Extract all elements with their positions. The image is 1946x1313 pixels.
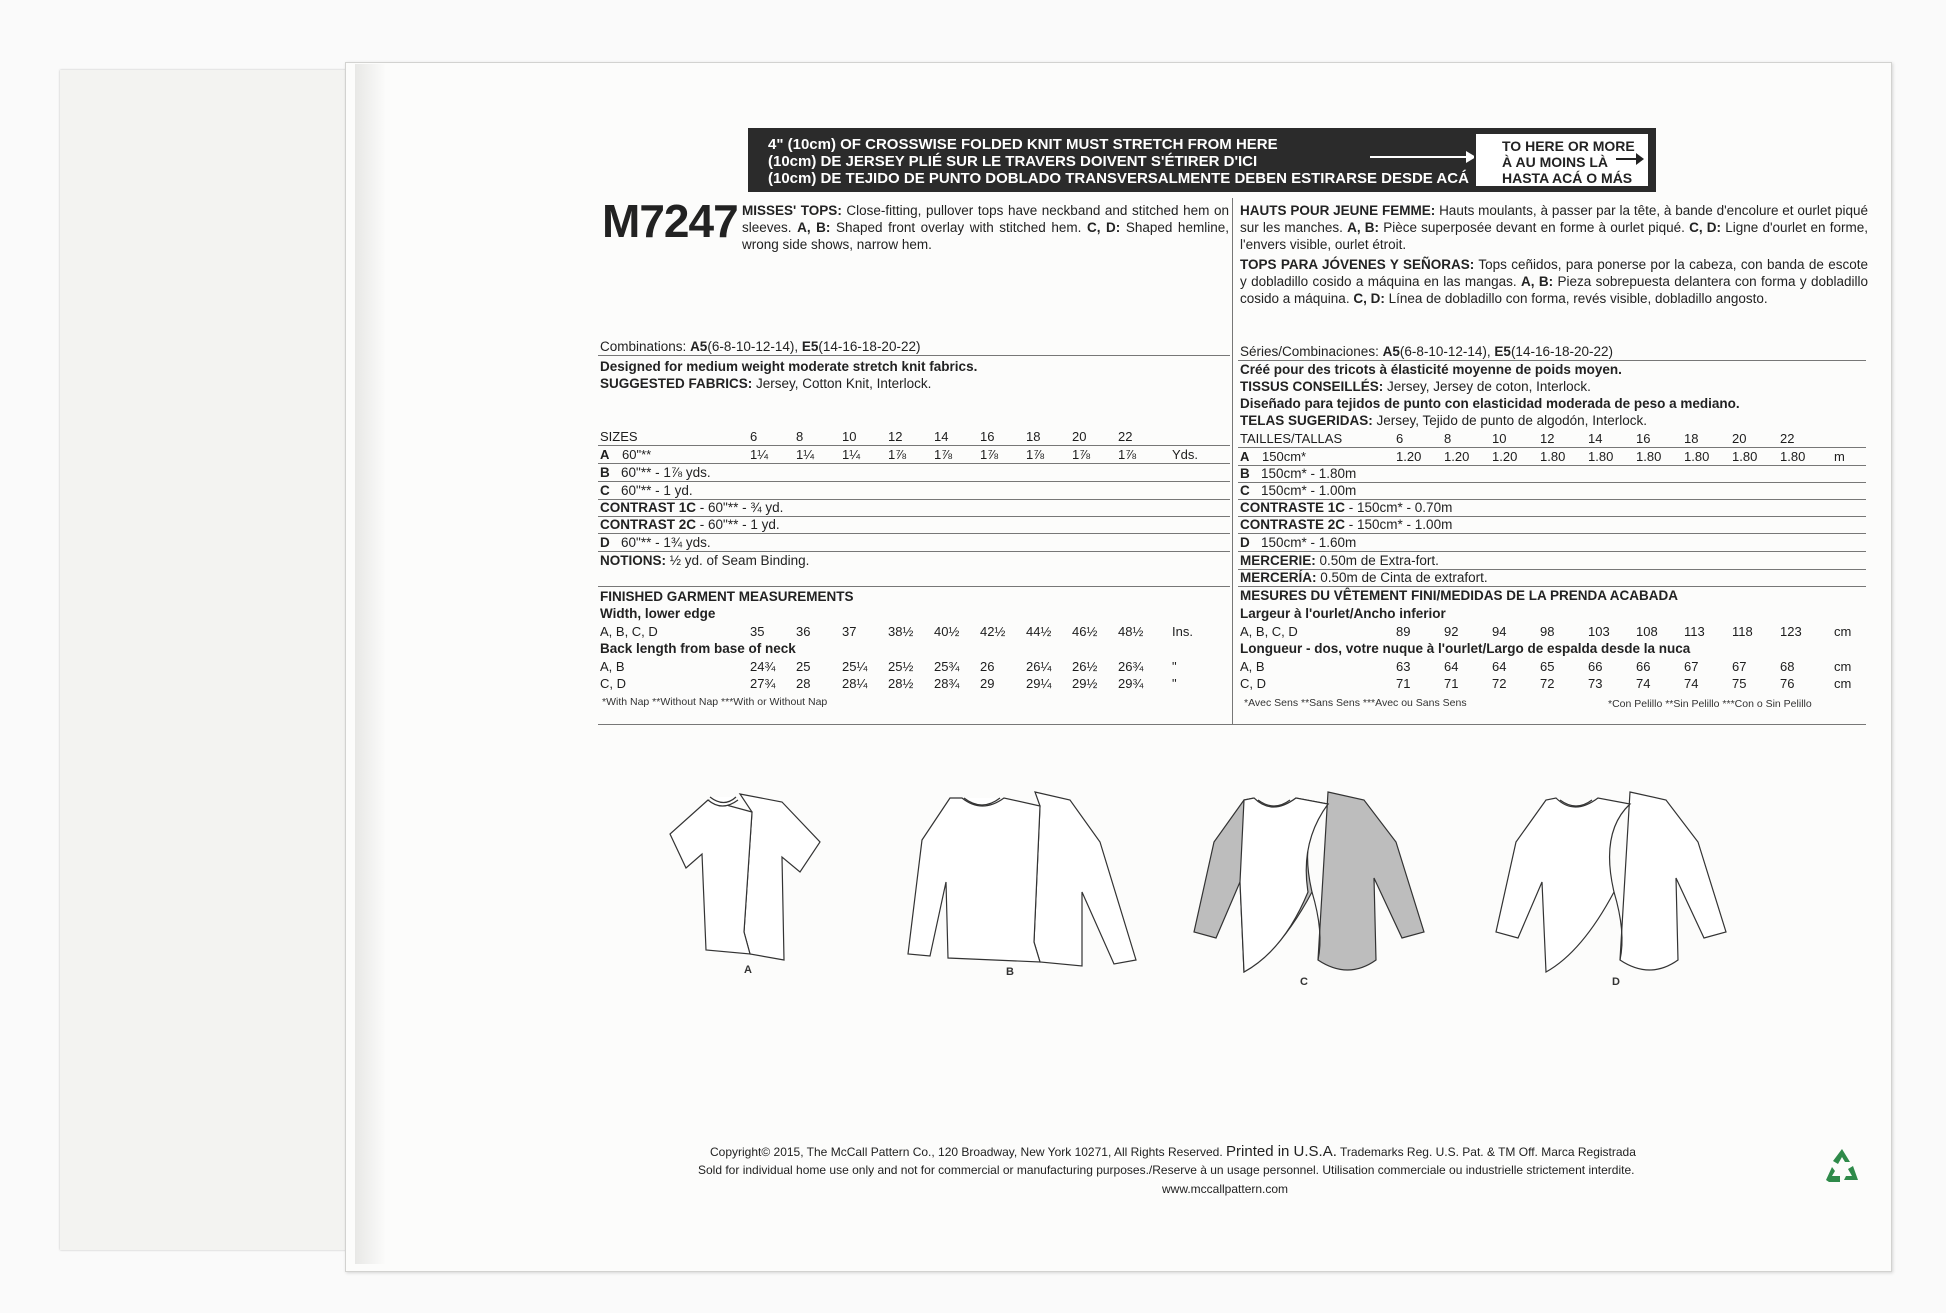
yardage-row-c (600, 482, 693, 499)
contraste-2c-row (1240, 516, 1452, 533)
row-c-label: C (600, 483, 610, 498)
metrage-row-d (1240, 534, 1356, 551)
fr-desc: Hauts moulants, à passer par la tête, à bande d'encolure et ourlet piqué sur les manches. (1240, 203, 1868, 235)
row-d-text: 60"** - 1¾ yds. (621, 535, 711, 550)
fr-cd-label: C, D: (1689, 220, 1722, 235)
cell-value: 25½ (888, 659, 914, 674)
designed-for-text: Designed for medium weight moderate stretch knit fabrics. (600, 359, 978, 374)
merceria-label: MERCERÍA: (1240, 570, 1317, 585)
view-c-sketch (1188, 782, 1438, 982)
es-cd-text: Línea de dobladillo con forma, revés visible, dobladillo angosto. (1388, 291, 1768, 306)
divider (598, 586, 1230, 587)
to-here-es: HASTA ACÁ O MÁS (1502, 170, 1633, 186)
cell-value: 38½ (888, 624, 914, 639)
cell-value: 22 (1118, 429, 1133, 444)
cell-value: 1.80 (1684, 449, 1710, 464)
cell-value: 8 (1444, 431, 1452, 446)
contrast-2c-text: - 60"** - 1 yd. (699, 517, 780, 532)
envelope-seam (355, 64, 385, 1264)
cell-value: 26¼ (1026, 659, 1052, 674)
english-ab-label: A, B: (797, 220, 831, 235)
cell-value: 63 (1396, 659, 1411, 674)
cell-value: 66 (1588, 659, 1603, 674)
english-cd-label: C, D: (1086, 220, 1121, 235)
cell-value: 71 (1444, 676, 1459, 691)
unit-label: cm (1834, 624, 1852, 639)
unit-label: cm (1834, 659, 1852, 674)
row-label: A (1240, 449, 1250, 464)
cell-value: 1¼ (750, 447, 769, 462)
cell-value: 76 (1780, 676, 1795, 691)
series-combinations (1240, 343, 1613, 360)
es-desc: Tops ceñidos, para ponerse por la cabeza, con banda de escote y dobladillo cosido a máquina en las mangas. (1240, 257, 1868, 289)
table-bottom-border (598, 724, 1866, 725)
copyright-text: Copyright© 2015, The McCall Pattern Co., 120 Broadway, New York 10271, All Rights Reserved. (710, 1145, 1223, 1159)
sold-line: Sold for individual home use only and not for commercial or manufacturing purposes./Reserve à un usage personnel. Utilisation commerciale ou industrielle strictement interdite. (698, 1163, 1635, 1177)
cell-value: 74 (1636, 676, 1651, 691)
cell-value: 1¼ (842, 447, 861, 462)
row-label: C, D (600, 676, 626, 691)
cell-value: 71 (1396, 676, 1411, 691)
row-label: A, B, C, D (600, 624, 658, 639)
cell-value: 68 (1780, 659, 1795, 674)
series-a5: A5 (1382, 344, 1400, 359)
cell-value: 28 (796, 676, 811, 691)
cree-text: Créé pour des tricots à élasticité moyenne de poids moyen. (1240, 362, 1622, 377)
cell-value: 28¼ (842, 676, 868, 691)
cell-value: 25 (796, 659, 811, 674)
row-label: C, D (1240, 676, 1266, 691)
yardage-row-d (600, 534, 711, 551)
notions-text: ½ yd. of Seam Binding. (669, 553, 810, 568)
es-ab-text: Pieza sobrepuesta delantera con forma y dobladillo cosido a máquina. (1240, 274, 1868, 306)
cell-value: 18 (1684, 431, 1699, 446)
cell-value: 72 (1492, 676, 1507, 691)
arrow-right-icon (1616, 158, 1640, 160)
longueur-label (1240, 640, 1690, 657)
notions-label: NOTIONS: (600, 553, 666, 568)
merceria-row (1240, 569, 1488, 586)
cell-value: 26¾ (1118, 659, 1144, 674)
cell-value: 98 (1540, 624, 1555, 639)
cell-value: 22 (1780, 431, 1795, 446)
suggested-fabrics (600, 375, 931, 392)
series-a5-sizes: (6-8-10-12-14), (1399, 344, 1491, 359)
cell-value: 103 (1588, 624, 1610, 639)
combo-e5: E5 (801, 339, 819, 354)
column-divider (1232, 198, 1233, 724)
cell-value: 1.80 (1540, 449, 1566, 464)
mesures-label-text: MESURES DU VÊTEMENT FINI/MEDIDAS DE LA PRENDA ACABADA (1240, 588, 1679, 603)
unit-label: Yds. (1172, 447, 1199, 462)
cell-value: 12 (888, 429, 903, 444)
cell-value: 27¾ (750, 676, 776, 691)
cell-value: 1¼ (796, 447, 815, 462)
cell-value: 1⅞ (1026, 447, 1045, 462)
cell-value: 28½ (888, 676, 914, 691)
cell-value: 1⅞ (1118, 447, 1137, 462)
fr-row-c-text: 150cm* - 1.00m (1261, 483, 1357, 498)
stretch-guide-line-en: 4" (10cm) OF CROSSWISE FOLDED KNIT MUST STRETCH FROM HERE (768, 136, 1278, 153)
cell-value: 46½ (1072, 624, 1098, 639)
contraste-1c-row (1240, 499, 1452, 516)
cell-value: 89 (1396, 624, 1411, 639)
trademarks-text: Trademarks Reg. U.S. Pat. & TM Off. Marca Registrada (1340, 1145, 1636, 1159)
cell-value: 72 (1540, 676, 1555, 691)
contrast-2c-label: CONTRAST 2C (600, 517, 697, 532)
to-here-en: TO HERE OR MORE (1502, 138, 1635, 154)
cell-value: 64 (1444, 659, 1459, 674)
copyright-line (710, 1143, 1636, 1160)
cell-value: 1.20 (1444, 449, 1470, 464)
fabric-width: 60"** (622, 447, 652, 462)
sens-footnote: *Avec Sens **Sans Sens ***Avec ou Sans Sens (1244, 697, 1467, 709)
finished-label-text: FINISHED GARMENT MEASUREMENTS (600, 589, 854, 604)
es-ab-label: A, B: (1520, 274, 1554, 289)
cell-value: 108 (1636, 624, 1658, 639)
contrast-2c-row (600, 516, 780, 533)
mercerie-label: MERCERIE: (1240, 553, 1316, 568)
cell-value: 26½ (1072, 659, 1098, 674)
row-label: A, B (600, 659, 625, 674)
cell-value: 1.80 (1780, 449, 1806, 464)
spanish-description (1240, 256, 1868, 307)
stretch-target-box (1474, 132, 1650, 188)
cell-value: 29½ (1072, 676, 1098, 691)
telas-text: Jersey, Tejido de punto de algodón, Interlock. (1376, 413, 1647, 428)
cell-value: 10 (842, 429, 857, 444)
cell-value: 25¾ (934, 659, 960, 674)
contraste-2c-text: - 150cm* - 1.00m (1348, 517, 1453, 532)
row-label: A, B, C, D (1240, 624, 1298, 639)
merceria-text: 0.50m de Cinta de extrafort. (1320, 570, 1488, 585)
metrage-row-b (1240, 465, 1356, 482)
metrage-row-c (1240, 482, 1356, 499)
cell-value: 24¾ (750, 659, 776, 674)
cell-value: 40½ (934, 624, 960, 639)
contraste-1c-text: - 150cm* - 0.70m (1348, 500, 1453, 515)
unit-label: " (1172, 676, 1177, 691)
fr-row-c-label: C (1240, 483, 1250, 498)
unit-label: m (1834, 449, 1845, 464)
cell-value: 92 (1444, 624, 1459, 639)
finished-measurements-label (600, 588, 854, 605)
unit-label: Ins. (1172, 624, 1193, 639)
cell-value: 67 (1732, 659, 1747, 674)
unit-label: cm (1834, 676, 1852, 691)
back-length-label (600, 640, 796, 657)
english-ab-text: Shaped front overlay with stitched hem. (835, 220, 1082, 235)
cell-value: 44½ (1026, 624, 1052, 639)
fr-row-b-label: B (1240, 466, 1250, 481)
notions-row (600, 552, 809, 569)
mercerie-text: 0.50m de Extra-fort. (1319, 553, 1439, 568)
english-cd-text: Shaped hemline, wrong side shows, narrow hem. (742, 220, 1229, 252)
stretch-guide-line-es: (10cm) DE TEJIDO DE PUNTO DOBLADO TRANSVERSALMENTE DEBEN ESTIRARSE DESDE ACÁ (768, 170, 1469, 187)
cell-value: 74 (1684, 676, 1699, 691)
cell-value: 73 (1588, 676, 1603, 691)
cell-value: 1.80 (1636, 449, 1662, 464)
arrow-right-icon (1370, 156, 1470, 158)
cell-value: 1.80 (1588, 449, 1614, 464)
view-c-label: C (1300, 976, 1308, 988)
contraste-2c-label: CONTRASTE 2C (1240, 517, 1346, 532)
cell-value: 1⅞ (934, 447, 953, 462)
row-d-label: D (600, 535, 610, 550)
cell-value: 29¾ (1118, 676, 1144, 691)
series-e5-sizes: (14-16-18-20-22) (1510, 344, 1613, 359)
fr-row-d-label: D (1240, 535, 1250, 550)
recycle-icon (1820, 1146, 1864, 1190)
tissus-text: Jersey, Jersey de coton, Interlock. (1387, 379, 1591, 394)
disenado (1240, 395, 1740, 412)
row-c-text: 60"** - 1 yd. (621, 483, 693, 498)
cell-value: 14 (934, 429, 949, 444)
cell-value: 12 (1540, 431, 1555, 446)
cell-value: 75 (1732, 676, 1747, 691)
fr-row-b-text: 150cm* - 1.80m (1261, 466, 1357, 481)
series-label: Séries/Combinaciones: (1240, 344, 1379, 359)
cell-value: 123 (1780, 624, 1802, 639)
cell-value: 16 (1636, 431, 1651, 446)
cell-value: 1.80 (1732, 449, 1758, 464)
english-description (742, 202, 1229, 253)
cell-value: 8 (796, 429, 804, 444)
cell-value: 26 (980, 659, 995, 674)
english-combinations (600, 338, 920, 355)
cell-value: 29 (980, 676, 995, 691)
contrast-1c-text: - 60"** - ¾ yd. (699, 500, 784, 515)
english-desc: Close-fitting, pullover tops have neckband and stitched hem on sleeves. (742, 203, 1229, 235)
fr-cd-text: Ligne d'ourlet en forme, l'envers visible, ourlet étroit. (1240, 220, 1868, 252)
cell-value: 18 (1026, 429, 1041, 444)
es-cd-label: C, D: (1353, 291, 1385, 306)
view-a-sketch (650, 782, 830, 962)
row-label: A (600, 447, 610, 462)
contraste-1c-label: CONTRASTE 1C (1240, 500, 1346, 515)
view-d-sketch (1490, 782, 1740, 982)
cell-value: 42½ (980, 624, 1006, 639)
combo-a5-sizes: (6-8-10-12-14), (707, 339, 799, 354)
cell-value: 66 (1636, 659, 1651, 674)
pelillo-footnote: *Con Pelillo **Sin Pelillo ***Con o Sin Pelillo (1608, 698, 1812, 710)
cell-value: 1⅞ (980, 447, 999, 462)
cell-value: 14 (1588, 431, 1603, 446)
cell-value: 1.20 (1492, 449, 1518, 464)
cell-value: 16 (980, 429, 995, 444)
english-heading: MISSES' TOPS: (742, 203, 842, 218)
fr-heading: HAUTS POUR JEUNE FEMME: (1240, 203, 1436, 218)
cell-value: 37 (842, 624, 857, 639)
fr-row-d-text: 150cm* - 1.60m (1261, 535, 1357, 550)
combinations-label: Combinations: (600, 339, 687, 354)
cell-value: 25¼ (842, 659, 868, 674)
to-here-fr: À AU MOINS LÀ (1502, 154, 1609, 170)
telas-label: TELAS SUGERIDAS: (1240, 413, 1373, 428)
cell-value: 20 (1732, 431, 1747, 446)
cell-value: 6 (1396, 431, 1404, 446)
contrast-1c-label: CONTRAST 1C (600, 500, 697, 515)
cree (1240, 361, 1622, 378)
back-label-text: Back length from base of neck (600, 641, 796, 656)
row-b-text: 60"** - 1⅞ yds. (621, 465, 711, 480)
cell-value: 28¾ (934, 676, 960, 691)
cell-value: 6 (750, 429, 758, 444)
combo-a5: A5 (690, 339, 708, 354)
telas-sugeridas (1240, 412, 1647, 429)
row-label: A, B (1240, 659, 1265, 674)
suggested-label: SUGGESTED FABRICS: (600, 376, 753, 391)
tissus-label: TISSUS CONSEILLÉS: (1240, 379, 1384, 394)
cell-value: 29¼ (1026, 676, 1052, 691)
pattern-number: M7247 (602, 195, 738, 247)
mesures-label (1240, 587, 1678, 604)
row-label: SIZES (600, 429, 638, 444)
cell-value: 64 (1492, 659, 1507, 674)
width-lower-edge-label (600, 605, 715, 622)
es-heading: TOPS PARA JÓVENES Y SEÑORAS: (1240, 257, 1475, 272)
fr-ab-label: A, B: (1347, 220, 1380, 235)
row-label: TAILLES/TALLAS (1240, 431, 1343, 446)
cell-value: 1⅞ (1072, 447, 1091, 462)
cell-value: 67 (1684, 659, 1699, 674)
cell-value: 118 (1732, 624, 1753, 639)
website-link[interactable]: www.mccallpattern.com (1162, 1182, 1289, 1196)
stretch-guide-line-fr: (10cm) DE JERSEY PLIÉ SUR LE TRAVERS DOIVENT S'ÉTIRER D'ICI (768, 153, 1258, 170)
fabric-width: 150cm* (1262, 449, 1307, 464)
view-d-label: D (1612, 976, 1620, 988)
tissus-conseilles (1240, 378, 1591, 395)
cell-value: 10 (1492, 431, 1507, 446)
series-e5: E5 (1494, 344, 1511, 359)
cell-value: 36 (796, 624, 811, 639)
view-a-label: A (744, 964, 752, 976)
cell-value: 20 (1072, 429, 1087, 444)
nap-footnote: *With Nap **Without Nap ***With or Without Nap (602, 696, 828, 708)
view-b-sketch (900, 782, 1150, 972)
fr-ab-text: Pièce superposée devant en forme à ourlet piqué. (1383, 220, 1685, 235)
row-b-label: B (600, 465, 610, 480)
cell-value: 1.20 (1396, 449, 1422, 464)
cell-value: 35 (750, 624, 765, 639)
largeur-label-text: Largeur à l'ourlet/Ancho inferior (1240, 606, 1446, 621)
mercerie-row (1240, 552, 1439, 569)
cell-value: 65 (1540, 659, 1555, 674)
divider (598, 481, 1230, 482)
french-description (1240, 202, 1868, 253)
view-b-label: B (1006, 966, 1014, 978)
unit-label: " (1172, 659, 1177, 674)
cell-value: 113 (1684, 624, 1705, 639)
longueur-label-text: Longueur - dos, votre nuque à l'ourlet/Largo de espalda desde la nuca (1240, 641, 1691, 656)
cell-value: 94 (1492, 624, 1507, 639)
designed-for (600, 358, 977, 375)
cell-value: 48½ (1118, 624, 1144, 639)
combo-e5-sizes: (14-16-18-20-22) (818, 339, 921, 354)
printed-text: Printed in U.S.A. (1226, 1143, 1337, 1160)
cell-value: 1⅞ (888, 447, 907, 462)
width-label-text: Width, lower edge (600, 606, 716, 621)
contrast-1c-row (600, 499, 783, 516)
yardage-row-b (600, 464, 711, 481)
suggested-text: Jersey, Cotton Knit, Interlock. (756, 376, 932, 391)
divider (598, 355, 1230, 356)
disenado-text: Diseñado para tejidos de punto con elasticidad moderada de peso a mediano. (1240, 396, 1740, 411)
largeur-label (1240, 605, 1446, 622)
